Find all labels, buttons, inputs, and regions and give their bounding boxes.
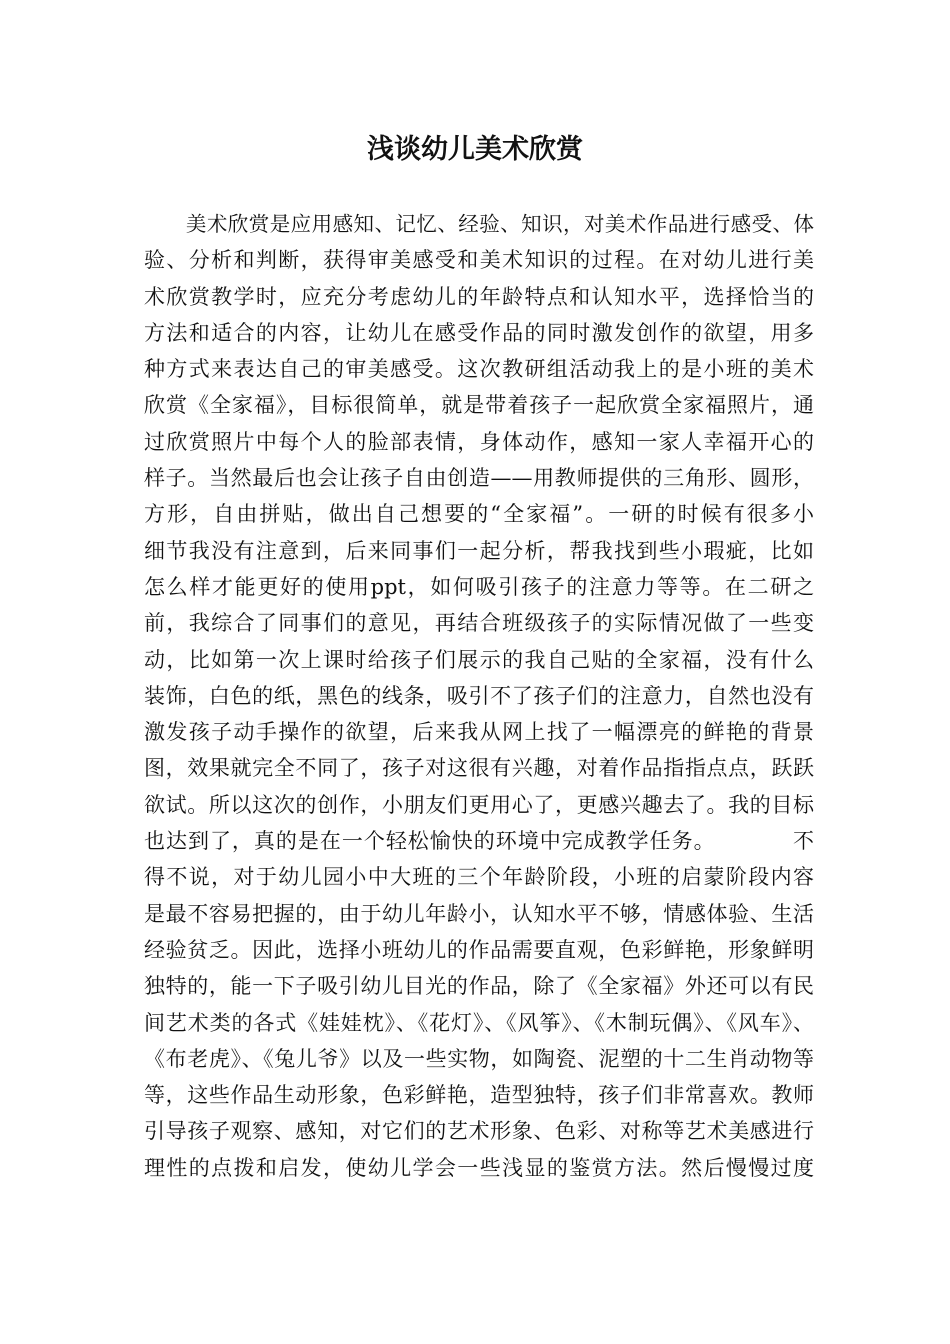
text-line: 方法和适合的内容，让幼儿在感受作品的同时激发创作的欲望，用多 (144, 320, 814, 345)
text-line: 方形，自由拼贴，做出自己想要的“全家福”。一研的时候有很多小 (144, 502, 814, 527)
text-line: 欲试。所以这次的创作，小朋友们更用心了，更感兴趣去了。我的目标 (144, 792, 814, 817)
text-line: 理性的点拨和启发，使幼儿学会一些浅显的鉴赏方法。然后慢慢过度 (144, 1155, 814, 1180)
text-line: 经验贫乏。因此，选择小班幼儿的作品需要直观，色彩鲜艳，形象鲜明 (144, 937, 814, 962)
text-line: 图，效果就完全不同了，孩子对这很有兴趣，对着作品指指点点，跃跃 (144, 756, 814, 781)
text-line: 怎么样才能更好的使用ppt，如何吸引孩子的注意力等等。在二研之 (144, 574, 814, 599)
text-line: 独特的，能一下子吸引幼儿目光的作品，除了《全家福》外还可以有民 (144, 974, 814, 999)
text-line: 装饰，白色的纸，黑色的线条，吸引不了孩子们的注意力，自然也没有 (144, 683, 814, 708)
text-line: 美术欣赏是应用感知、记忆、经验、知识，对美术作品进行感受、体 (144, 212, 814, 236)
text-line: 细节我没有注意到，后来同事们一起分析，帮我找到些小瑕疵，比如 (144, 538, 814, 563)
text-line: 等，这些作品生动形象，色彩鲜艳，造型独特，孩子们非常喜欢。教师 (144, 1083, 814, 1108)
text-line: 间艺术类的各式《娃娃枕》、《花灯》、《风筝》、《木制玩偶》、《风车》、 (144, 1010, 814, 1035)
text-line: 样子。当然最后也会让孩子自由创造——用教师提供的三角形、圆形， (144, 466, 814, 491)
text-line: 术欣赏教学时，应充分考虑幼儿的年龄特点和认知水平，选择恰当的 (144, 284, 814, 309)
text-line: 激发孩子动手操作的欲望，后来我从网上找了一幅漂亮的鲜艳的背景 (144, 720, 814, 745)
body-paragraph (144, 206, 814, 1186)
text-line: 也达到了，真的是在一个轻松愉快的环境中完成教学任务。 不 (144, 829, 814, 854)
text-line: 是最不容易把握的，由于幼儿年龄小，认知水平不够，情感体验、生活 (144, 901, 814, 926)
text-line: 引导孩子观察、感知，对它们的艺术形象、色彩、对称等艺术美感进行 (144, 1119, 814, 1144)
text-line: 动，比如第一次上课时给孩子们展示的我自己贴的全家福，没有什么 (144, 647, 814, 672)
text-line: 种方式来表达自己的审美感受。这次教研组活动我上的是小班的美术 (144, 357, 814, 382)
text-line: 欣赏《全家福》，目标很简单，就是带着孩子一起欣赏全家福照片，通 (144, 393, 814, 418)
text-line: 得不说，对于幼儿园小中大班的三个年龄阶段，小班的启蒙阶段内容 (144, 865, 814, 890)
text-line: 《布老虎》、《兔儿爷》以及一些实物，如陶瓷、泥塑的十二生肖动物等 (144, 1046, 814, 1071)
text-line: 过欣赏照片中每个人的脸部表情，身体动作，感知一家人幸福开心的 (144, 429, 814, 454)
text-line: 验、分析和判断，获得审美感受和美术知识的过程。在对幼儿进行美 (144, 248, 814, 273)
page-title: 浅谈幼儿美术欣赏 (367, 134, 583, 165)
text-line: 前，我综合了同事们的意见，再结合班级孩子的实际情况做了一些变 (144, 611, 814, 636)
